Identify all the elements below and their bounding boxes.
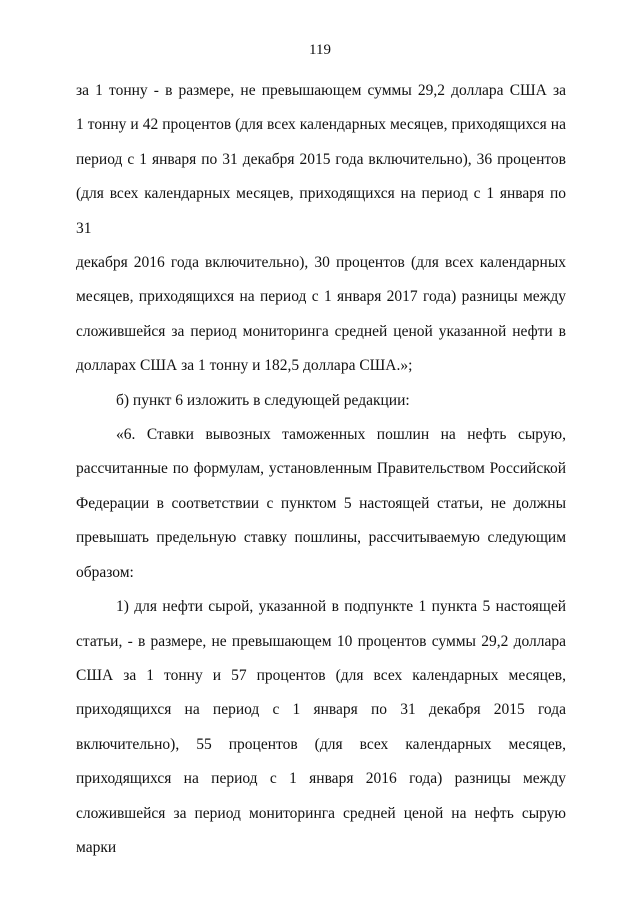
text-line: период с 1 января по 31 декабря 2015 года включительно), 36 процентов <box>76 150 566 168</box>
text-line: б) пункт 6 изложить в следующей редакции: <box>116 391 410 409</box>
text-line: статьи, - в размере, не превышающем 10 процентов суммы 29,2 доллара <box>76 632 566 650</box>
text-line: приходящихся на период с 1 января по 31 декабря 2015 года <box>76 701 566 719</box>
text-line: декабря 2016 года включительно), 30 процентов (для всех календарных <box>76 254 566 272</box>
paragraph-continuation <box>76 74 566 384</box>
text-line: приходящихся на период с 1 января 2016 года) разницы между <box>76 770 566 788</box>
document-body <box>76 74 566 865</box>
text-line: США за 1 тонну и 57 процентов (для всех календарных месяцев, <box>76 666 566 684</box>
paragraph-clause-6 <box>76 418 566 590</box>
text-line: «6. Ставки вывозных таможенных пошлин на нефть сырую, <box>116 426 566 444</box>
text-line: 1 тонну и 42 процентов (для всех календарных месяцев, приходящихся на <box>76 116 566 134</box>
paragraph-subclause-1 <box>76 590 566 865</box>
text-line: сложившейся за период мониторинга средней ценой на нефть сырую марки <box>76 804 566 856</box>
text-line: включительно), 55 процентов (для всех календарных месяцев, <box>76 735 566 753</box>
text-line: 1) для нефти сырой, указанной в подпункте 1 пункта 5 настоящей <box>116 598 566 616</box>
page-number: 119 <box>309 42 331 58</box>
paragraph-item-b <box>76 384 566 418</box>
text-line: месяцев, приходящихся на период с 1 января 2017 года) разницы между <box>76 288 566 306</box>
text-line: (для всех календарных месяцев, приходящихся на период с 1 января по 31 <box>76 185 566 237</box>
text-line: рассчитанные по формулам, установленным Правительством Российской <box>76 460 566 478</box>
text-line: долларах США за 1 тонну и 182,5 доллара США.»; <box>76 357 413 375</box>
text-line: Федерации в соответствии с пунктом 5 настоящей статьи, не должны <box>76 494 566 512</box>
text-line: образом: <box>76 563 134 581</box>
text-line: сложившейся за период мониторинга средней ценой указанной нефти в <box>76 322 566 340</box>
text-line: превышать предельную ставку пошлины, рассчитываемую следующим <box>76 529 566 547</box>
text-line: за 1 тонну - в размере, не превышающем суммы 29,2 доллара США за <box>76 82 566 99</box>
